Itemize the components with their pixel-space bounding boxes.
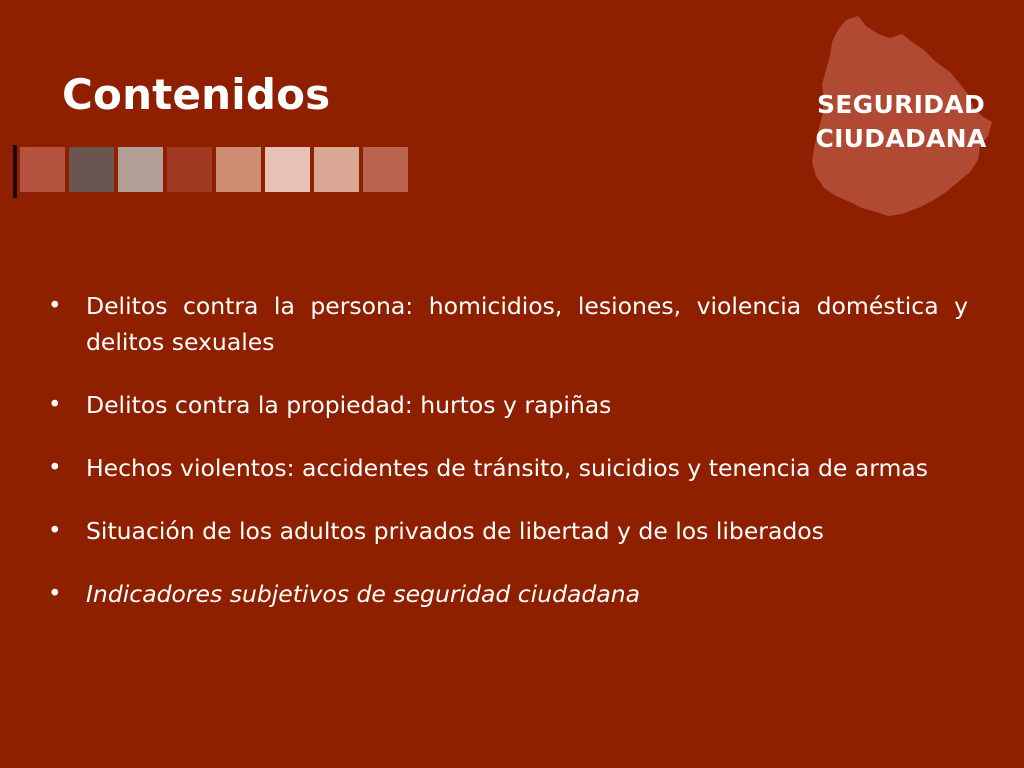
content-bullet-list <box>48 288 968 639</box>
bullet-text: Hechos violentos: accidentes de tránsito, suicidios y tenencia de armas <box>86 454 928 482</box>
color-swatch <box>265 147 310 192</box>
color-swatch-strip <box>20 147 408 192</box>
color-swatch <box>216 147 261 192</box>
color-swatch <box>69 147 114 192</box>
bullet-item <box>48 288 968 360</box>
logo-line-seguridad: SEGURIDAD <box>816 90 985 119</box>
bullet-glyph: • <box>48 518 62 544</box>
bullet-item <box>48 387 968 423</box>
bullet-glyph: • <box>48 581 62 607</box>
color-swatch <box>118 147 163 192</box>
seguridad-ciudadana-logo <box>806 12 1002 222</box>
bullet-text: Delitos contra la propiedad: hurtos y rapiñas <box>86 391 612 419</box>
logo-line-ciudadana: CIUDADANA <box>815 124 987 153</box>
color-swatch <box>363 147 408 192</box>
color-swatch <box>20 147 65 192</box>
bullet-item <box>48 576 968 612</box>
title-accent-bar <box>13 145 17 198</box>
bullet-item <box>48 450 968 486</box>
slide-title: Contenidos <box>62 70 331 119</box>
logo-text <box>806 88 996 156</box>
bullet-text: Situación de los adultos privados de libertad y de los liberados <box>86 517 824 545</box>
bullet-item <box>48 513 968 549</box>
color-swatch <box>314 147 359 192</box>
bullet-text: Indicadores subjetivos de seguridad ciudadana <box>86 580 641 608</box>
bullet-glyph: • <box>48 293 62 319</box>
bullet-glyph: • <box>48 392 62 418</box>
color-swatch <box>167 147 212 192</box>
bullet-text: Delitos contra la persona: homicidios, lesiones, violencia doméstica y delitos sexuales <box>86 292 968 356</box>
bullet-glyph: • <box>48 455 62 481</box>
